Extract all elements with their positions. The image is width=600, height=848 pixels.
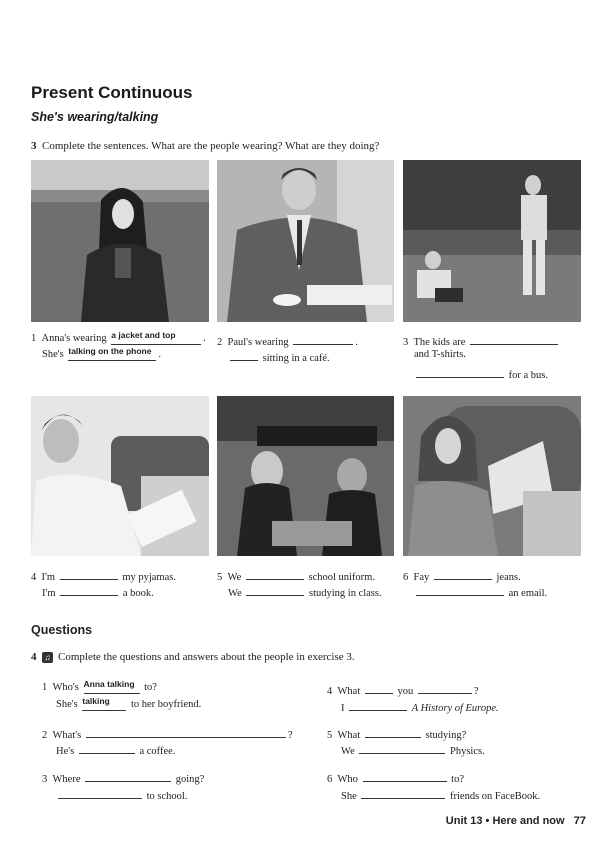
ex3-item-4-line-2: I'm a book. [42,584,154,599]
footer-unit: Unit 13 [445,815,483,827]
ex3-item-5-line-1: 5 We school uniform. [217,568,375,583]
answer-blank[interactable] [361,787,445,799]
answer-blank[interactable] [85,770,171,782]
ex4-item-5-line-1: 5 What studying? [327,726,466,741]
answer-blank[interactable] [434,568,492,580]
page-footer [446,815,586,827]
ex3-item-6-line-1: 6 Fay jeans. [403,568,521,583]
page-subtitle: She's wearing/talking [31,110,159,124]
questions-heading: Questions [31,623,93,637]
photo-kids-at-bus-stop [403,160,581,322]
ex4-item-3-line-1: 3 Where going? [42,770,204,785]
ex3-item-1-line-2: She's $^{talking on the phone}$ . [42,346,161,360]
photo-paul-in-cafe [217,160,394,322]
answer-blank[interactable] [246,568,304,580]
footer-section: Here and now [492,815,565,827]
answer-blank[interactable] [60,584,118,596]
answer-blank[interactable] [359,742,445,754]
photo-students-in-class [217,396,394,556]
ex4-item-4-line-2: I A History of Europe. [341,699,499,714]
ex4-item-1-line-1: 1 Who's $^{Anna talking}$ to? [42,679,157,693]
ex3-instruction: 3 Complete the sentences. What are the people wearing? What are they doing? [31,140,380,152]
answer-blank[interactable] [416,366,504,378]
ex4-item-1-line-2: She's $^{talking}$ to her boyfriend. [56,696,202,710]
ex3-item-4-line-1: 4 I'm my pyjamas. [31,568,176,583]
ex4-item-4-line-1: 4 What you ? [327,682,479,697]
answer-blank[interactable] [416,584,504,596]
answer-blank[interactable]: talking [82,699,126,711]
ex3-item-2-line-1: 2 Paul's wearing . [217,333,358,348]
answer-blank[interactable] [293,333,353,345]
ex3-item-5-line-2: We studying in class. [228,584,382,599]
ex4-instruction: 4 ♫ Complete the questions and answers about the people in exercise 3. [31,651,355,663]
ex4-item-3-line-2: to school. [56,787,187,802]
ex4-item-2-line-2: He's a coffee. [56,742,175,757]
answer-blank[interactable] [418,682,472,694]
footer-bullet: • [485,815,490,827]
answer-blank[interactable] [79,742,135,754]
answer-blank[interactable] [86,726,286,738]
answer-blank[interactable]: a jacket and top [111,333,201,345]
ex4-item-6-line-1: 6 Who to? [327,770,464,785]
answer-blank[interactable] [60,568,118,580]
ex3-item-3-line-3: for a bus. [414,366,548,381]
answer-blank[interactable] [349,699,407,711]
answer-blank[interactable] [365,682,393,694]
page-number: 77 [573,815,586,827]
answer-blank[interactable] [363,770,447,782]
photo-anna-on-phone [31,160,209,322]
photo-fay-on-laptop [403,396,581,556]
ex3-item-2-line-2: sitting in a café. [228,349,330,364]
answer-blank[interactable] [230,349,258,361]
ex4-item-6-line-2: She friends on FaceBook. [341,787,540,802]
answer-blank[interactable]: Anna talking [84,682,140,694]
answer-blank[interactable] [365,726,421,738]
ex4-item-5-line-2: We Physics. [341,742,485,757]
photo-man-reading-in-bed [31,396,209,556]
ex3-item-3-line-2: and T-shirts. [414,349,466,360]
answer-blank[interactable]: talking on the phone [68,349,156,361]
ex4-item-2-line-1: 2 What's ? [42,726,293,741]
answer-blank[interactable] [58,787,142,799]
ex3-item-1-line-1: 1 Anna's wearing $^{a jacket and top}$ . [31,330,206,344]
ex3-item-6-line-2: an email. [414,584,547,599]
ex3-item-3-line-1: 3 The kids are [403,333,560,348]
page-title: Present Continuous [31,83,193,102]
answer-blank[interactable] [470,333,558,345]
audio-icon[interactable]: ♫ [42,652,53,663]
answer-blank[interactable] [246,584,304,596]
